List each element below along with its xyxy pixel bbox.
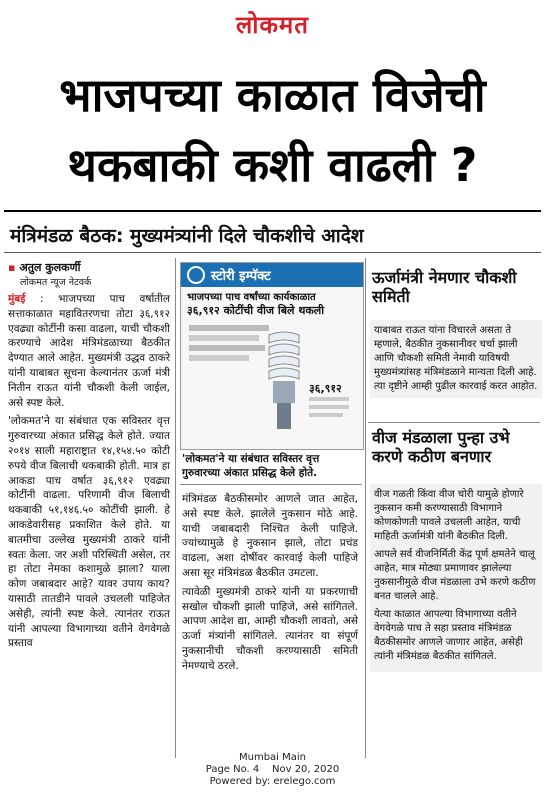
article-paragraph: 'लोकमत'ने या संबंधात एक सविस्तर वृत्त गुरुवारच्या अंकात प्रसिद्ध केले होते. ज्यात २०१४ साली महाराष्ट्रात १४,१५४.५० कोटी रुपये वीज बिलाची थकबाकी होती. मात्र हा आकडा पाच वर्षात ३६,९१२ एवढ्या कोटींनी वाढला. परिणामी वीज बिलाची थकबाकी ५१,१४६.५० कोटींची झाली. हे आकडेवारीसह प्रकाशित केले होते. या बातमीचा उल्लेख मुख्यमंत्री ठाकरे यांनी स्वतः केला. जर अशी परिस्थिती असेल, तर हा तोटा नेमका कशामुळे झाला? याला कोण जबाबदार आहे? यावर उपाय काय? यासाठी तातडीने पावले उचलली पाहिजेत असेही, त्यांनी स्पष्ट केले. त्यानंतर राऊत यांनी आपल्या विभागाच्या वतीने वेगवेगळे प्रस्ताव [8, 415, 170, 650]
divider [4, 210, 541, 212]
byline: ▪ अतुल कुलकर्णी लोकमत न्यूज नेटवर्क [8, 260, 174, 288]
search-icon [187, 266, 205, 284]
sidebar-heading: ऊर्जामंत्री नेमणार चौकशी समिती [372, 268, 517, 306]
clip-headline [181, 287, 363, 321]
clip-number: ३६,९१२ [309, 382, 342, 395]
byline-agency: लोकमत न्यूज नेटवर्क [20, 277, 92, 288]
sidebar-heading: वीज मंडळाला पुन्हा उभे करणे कठीण बनणार [372, 428, 510, 466]
article-middle-column [182, 492, 358, 678]
column-divider [365, 258, 366, 758]
column-divider [175, 258, 176, 758]
article-paragraph: मंत्रिमंडळ बैठकीसमोर आणले जात आहेत, असे स्पष्ट केले. झालेले नुकसान मोठे आहे. याची जबाबदारी निश्चित केली पाहिजे. ज्यांच्यामुळे हे नुकसान झाले, तोटा प्रचंड वाढला, अशा दोषींवर कारवाई केली पाहिजे असा सूर मंत्रिमंडळ बैठकीत उमटला. [182, 493, 358, 579]
clip-image [181, 321, 363, 441]
bulb-icon [261, 329, 307, 439]
headline-line-1: भाजपच्या काळात विजेची [59, 68, 486, 122]
sidebar-text: वीज गळती किंवा वीज चोरी यामुळे होणारे नुकसान कमी करण्यासाठी विभागाने कोणकोणती पावले उचलली आहेत, याची माहिती ऊर्जामंत्री यांनी बैठकीत दिली. [374, 489, 524, 542]
clip-headline-line-1: भाजपच्या पाच वर्षांच्या कार्यकाळात [187, 292, 316, 303]
headline-line-2: थकबाकी कशी वाढली ? [67, 138, 478, 192]
article-left-column [8, 292, 170, 655]
footer-edition: Mumbai Main [238, 752, 306, 763]
footer-page: Page No. 4 Nov 20, 2020 [205, 764, 340, 775]
divider [368, 422, 540, 423]
sidebar-text: आपले सर्व वीजनिर्मिती केंद्र पूर्ण क्षमतेने चालू आहेत, मात्र मोठ्या प्रमाणावर झालेल्या नुकसानीमुळे वीज मंडळाला उभे करणे कठीण बनत चालले आहे. [374, 549, 536, 602]
footer-powered-link[interactable]: Powered by: erelego.com [209, 776, 336, 787]
divider [180, 484, 362, 485]
divider [4, 252, 541, 253]
dateline: मुंबई [8, 293, 26, 305]
sidebar-box [370, 484, 542, 672]
clip-headline-line-2: ३६,९१२ कोटींची वीज बिले थकली [187, 304, 325, 317]
subheadline: मंत्रिमंडळ बैठक: मुख्यमंत्र्यांनी दिले चौकशीचे आदेश [10, 225, 364, 247]
sidebar-box [370, 320, 542, 398]
byline-author: अतुल कुलकर्णी [19, 261, 81, 274]
masthead-logo: लोकमत [236, 11, 309, 39]
sidebar-text: येत्या काळात आपल्या विभागाच्या वतीने वेगवेगळे पाच ते सहा प्रस्ताव मंत्रिमंडळ बैठकीसमोर आणले जाणार आहेत, असेही त्यांनी मंत्रिमंडळ बैठकीत सांगितले. [374, 609, 523, 662]
story-impact-caption: 'लोकमत'ने या संबंधात सविस्तर वृत्त गुरुवारच्या अंकात प्रसिद्ध केले होते. [182, 453, 320, 479]
story-impact-label: स्टोरी इम्पॅक्ट [211, 269, 271, 284]
story-impact-badge [181, 263, 363, 287]
footer [0, 752, 545, 788]
story-impact-clip [180, 262, 364, 450]
article-paragraph: त्यावेळी मुख्यमंत्री ठाकरे यांनी या प्रकरणाची सखोल चौकशी झाली पाहिजे, असे सांगितले. आपण आदेश द्या, आम्ही चौकशी लावतो, असे ऊर्जा मंत्र्यांनी सांगितले. त्यानंतर या संपूर्ण नुकसानीची चौकशी करण्यासाठी समिती नेमण्याचे ठरले. [182, 585, 358, 672]
article-paragraph: : भाजपच्या पाच वर्षातील सत्ताकाळात महावितरणचा तोटा ३६,९१२ एवढ्या कोटींनी कसा वाढला, याची चौकशी करण्याचे आदेश मंत्रिमंडळाच्या बैठकीत देण्यात आले आहेत. मुख्यमंत्री उद्धव ठाकरे यांनी याबाबत सूचना केल्यानंतर ऊर्जा मंत्री नितीन राऊत यांनी चौकशी केली जाईल, असे स्पष्ट केले. [8, 293, 170, 409]
sidebar-text: याबाबत राऊत यांना विचारले असता ते म्हणाले, बैठकीत नुकसानीवर चर्चा झाली आणि चौकशी समिती नेमावी याविषयी मुख्यमंत्र्यांसह मंत्रिमंडळाने मान्यता दिली आहे. त्या दृष्टीने आम्ही पुढील कारवाई करत आहोत. [374, 325, 538, 392]
